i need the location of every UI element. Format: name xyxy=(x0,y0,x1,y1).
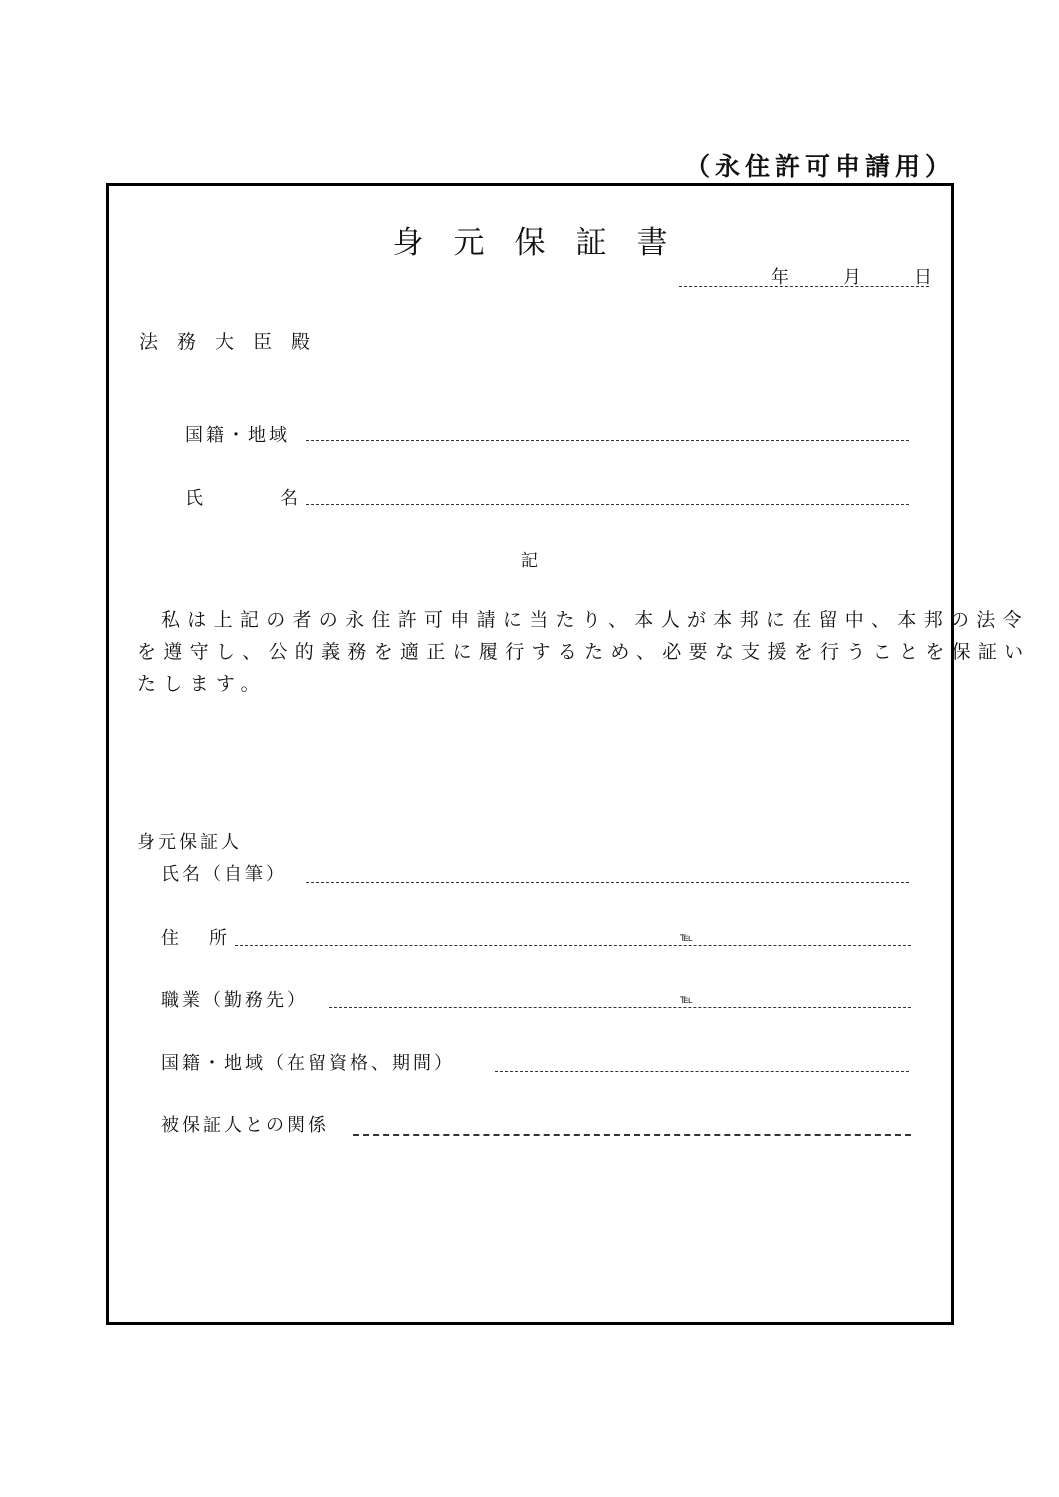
guarantor-nationality-field[interactable] xyxy=(495,1071,909,1072)
guarantor-relation-label: 被保証人との関係 xyxy=(161,1115,329,1136)
guarantor-nationality-label: 国籍・地域（在留資格、期間） xyxy=(161,1053,455,1074)
body-line-1: 私は上記の者の永住許可申請に当たり、本人が本邦に在留中、本邦の法令 xyxy=(161,609,1029,631)
body-line-3: たします。 xyxy=(137,673,267,695)
subject-nationality-label: 国籍・地域 xyxy=(185,425,290,446)
guarantor-occupation-tel-label: ℡ xyxy=(680,992,693,1006)
guarantor-address-label-2: 所 xyxy=(209,928,233,949)
date-year-label: 年 xyxy=(771,267,795,288)
form-purpose-label: （永住許可申請用） xyxy=(684,152,955,181)
guarantor-name-field[interactable] xyxy=(306,882,909,883)
guarantor-name-label: 氏名（自筆） xyxy=(161,864,287,885)
guarantor-address-label-1: 住 xyxy=(161,928,185,949)
date-month-label: 月 xyxy=(843,267,867,288)
subject-name-field[interactable] xyxy=(306,504,909,505)
guarantor-heading: 身元保証人 xyxy=(137,832,242,853)
guarantor-occupation-label: 職業（勤務先） xyxy=(161,990,308,1011)
document-frame xyxy=(106,183,1031,1325)
guarantor-occupation-field[interactable] xyxy=(329,1007,911,1008)
date-day-label: 日 xyxy=(914,267,938,288)
ki-mark: 記 xyxy=(521,551,538,571)
subject-name-label-2: 名 xyxy=(280,488,304,509)
addressee: 法務大臣殿 xyxy=(139,331,330,353)
subject-nationality-field[interactable] xyxy=(306,440,909,441)
subject-name-label-1: 氏 xyxy=(185,488,209,509)
date-line[interactable] xyxy=(679,286,929,287)
guarantor-address-field[interactable] xyxy=(235,945,911,946)
document-title: 身元保証書 xyxy=(392,225,698,261)
guarantor-relation-field[interactable] xyxy=(353,1134,911,1136)
guarantor-address-tel-label: ℡ xyxy=(680,930,693,944)
body-line-2: を遵守し、公的義務を適正に履行するため、必要な支援を行うことを保証い xyxy=(137,641,1031,663)
